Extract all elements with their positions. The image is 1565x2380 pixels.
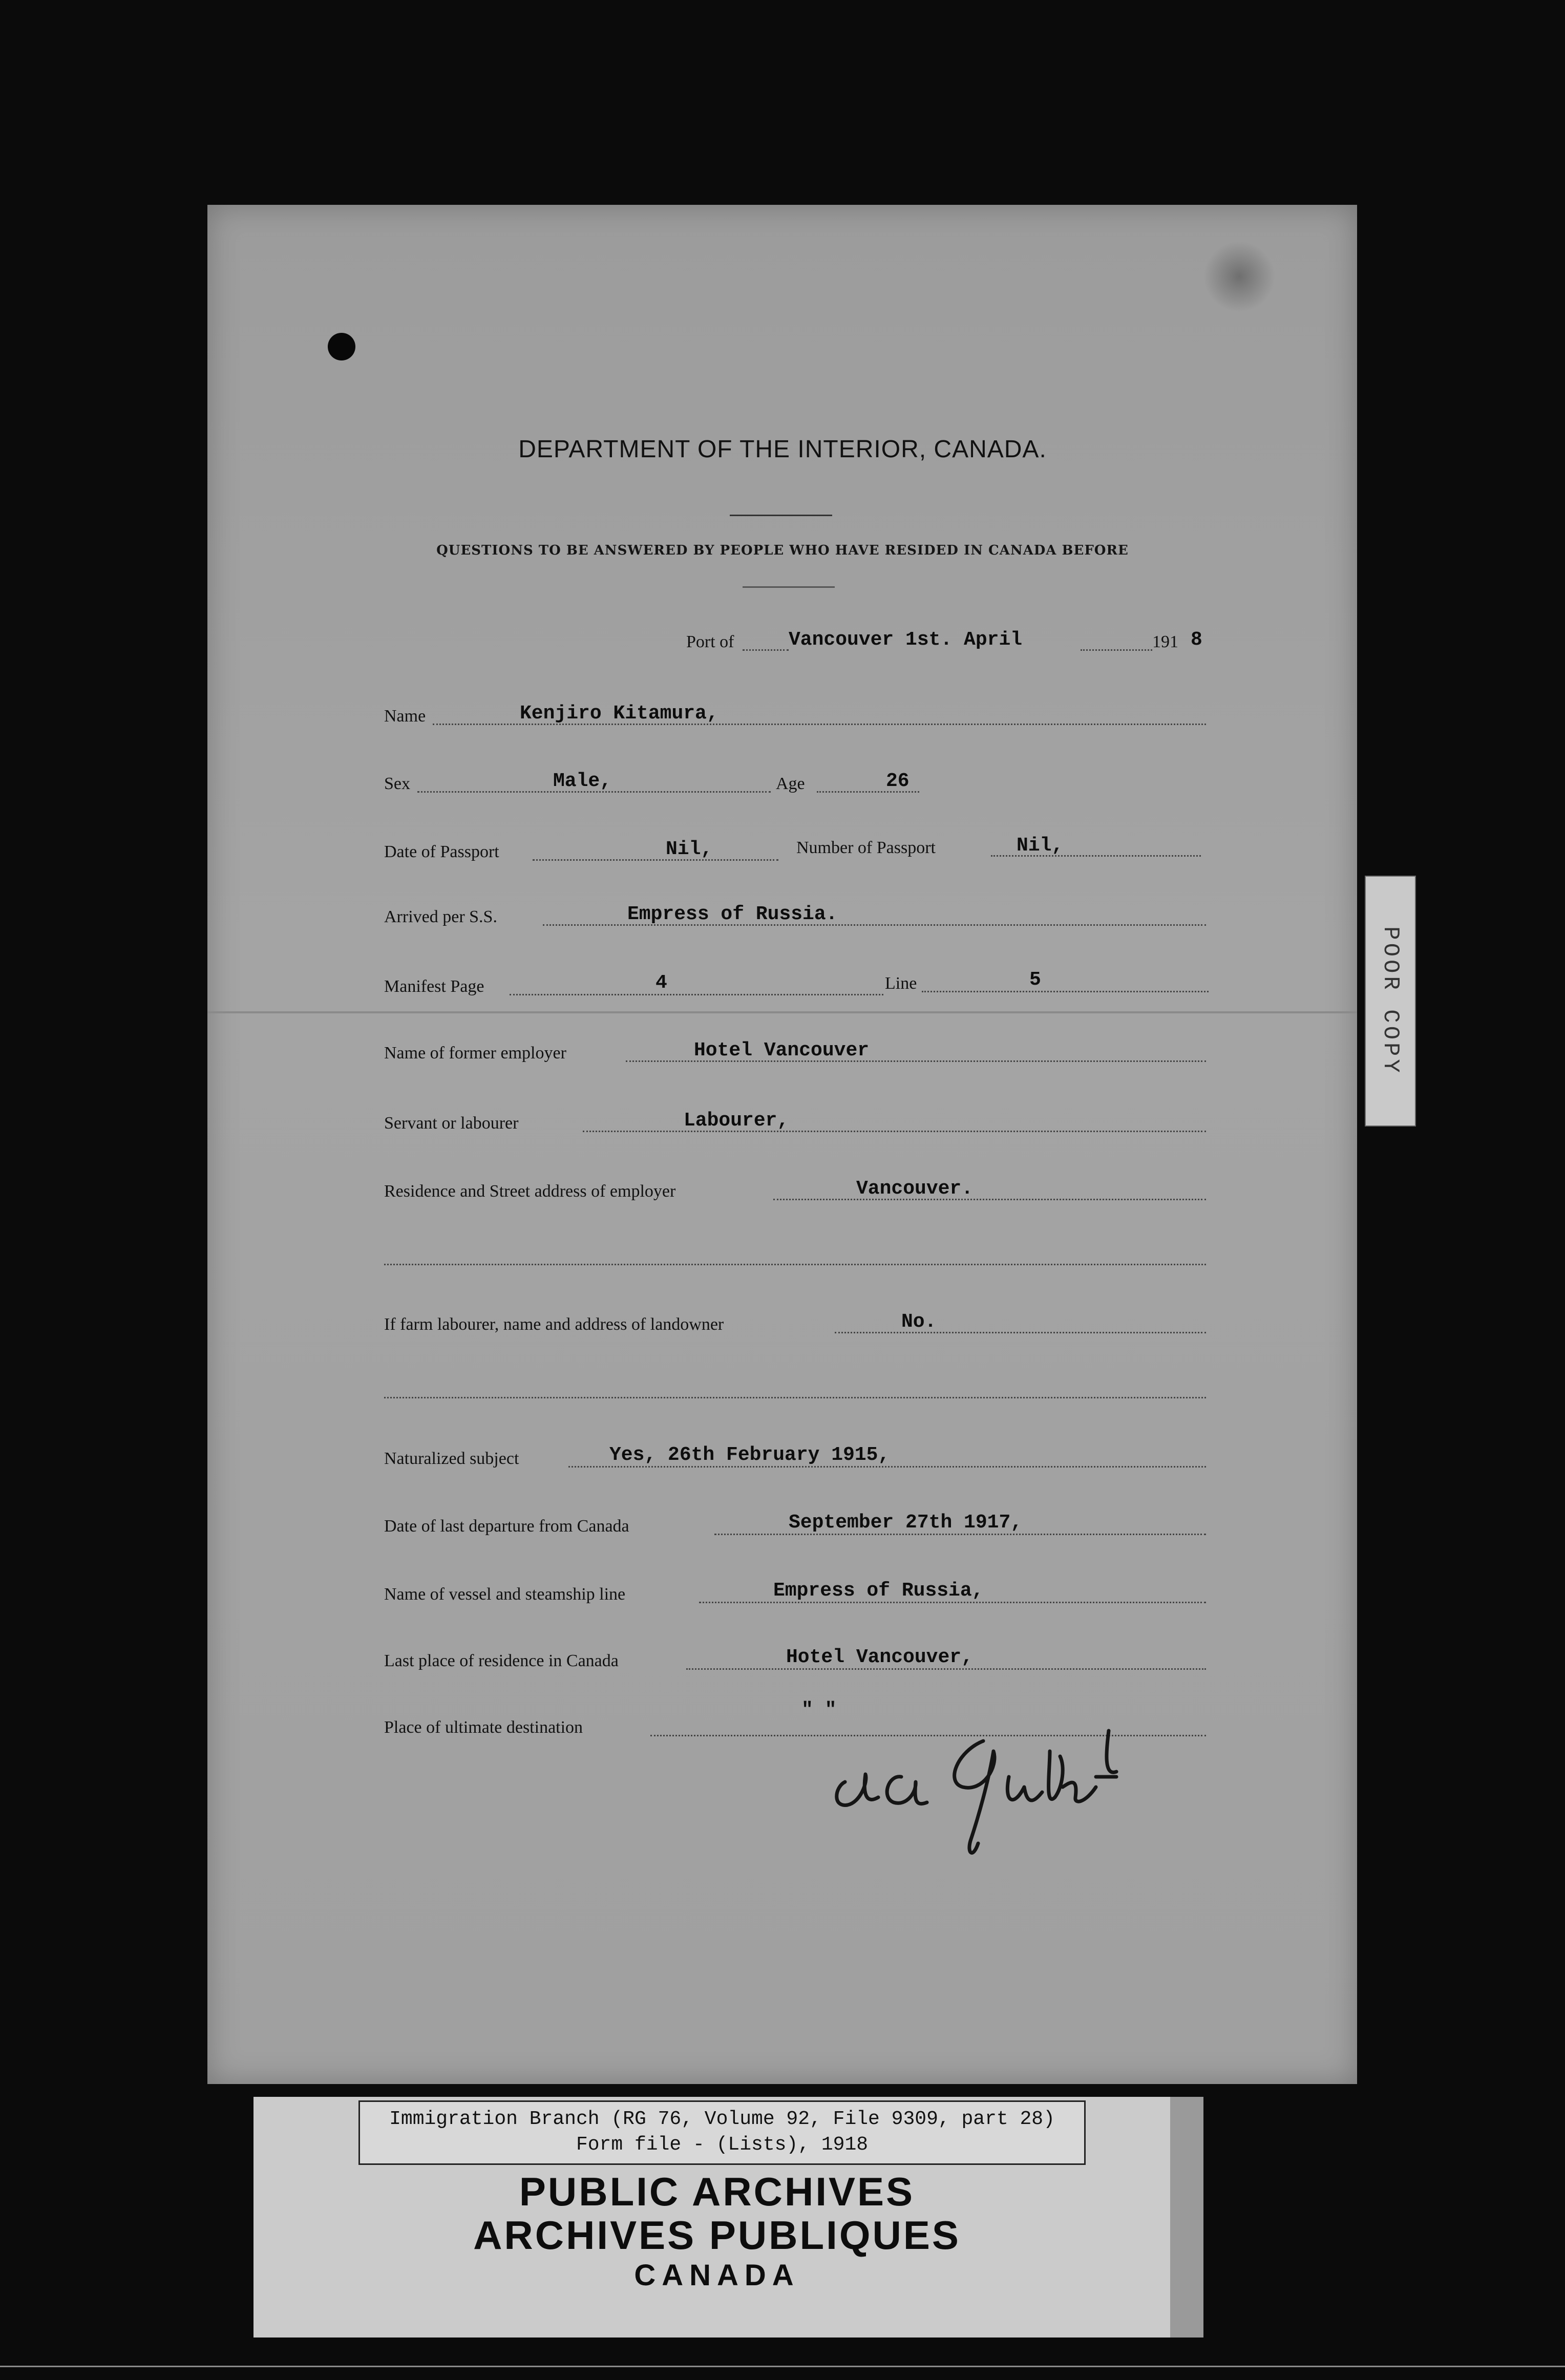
line-value: 5 xyxy=(1029,969,1041,991)
residence-label: Residence and Street address of employer xyxy=(384,1182,676,1201)
punch-hole xyxy=(328,333,355,360)
archive-reference-line2: Form file - (Lists), 1918 xyxy=(576,2134,869,2156)
dotted-line xyxy=(533,859,778,861)
dotted-line xyxy=(835,1332,1206,1333)
vessel-value: Empress of Russia, xyxy=(773,1580,984,1602)
farm-label: If farm labourer, name and address of landowner xyxy=(384,1315,724,1334)
heading-rule xyxy=(730,515,832,516)
handwritten-signature xyxy=(830,1720,1168,1874)
line-label: Line xyxy=(885,974,917,993)
subheading-rule xyxy=(743,586,835,588)
blank-line xyxy=(384,1397,1206,1398)
departure-label: Date of last departure from Canada xyxy=(384,1517,629,1536)
paper-stain xyxy=(1203,241,1275,312)
dotted-line xyxy=(714,1534,1206,1535)
dotted-line xyxy=(922,991,1209,992)
dotted-line xyxy=(743,649,789,651)
stamp-canada: CANADA xyxy=(634,2259,800,2292)
manifest-label: Manifest Page xyxy=(384,977,484,996)
passport-number-label: Number of Passport xyxy=(796,838,936,857)
dotted-line xyxy=(583,1131,1206,1132)
manifest-value: 4 xyxy=(655,972,667,994)
farm-value: No. xyxy=(901,1311,937,1333)
poor-copy-tab xyxy=(1365,876,1416,1127)
year-prefix: 191 xyxy=(1152,632,1178,651)
destination-value: " " xyxy=(801,1699,837,1721)
name-value: Kenjiro Kitamura, xyxy=(520,703,718,725)
arrived-label: Arrived per S.S. xyxy=(384,907,497,926)
questions-subheading: QUESTIONS TO BE ANSWERED BY PEOPLE WHO HAVE RESIDED IN CANADA BEFORE xyxy=(436,543,1129,558)
archive-reference-line1: Immigration Branch (RG 76, Volume 92, File 9309, part 28) xyxy=(389,2108,1055,2130)
vessel-label: Name of vessel and steamship line xyxy=(384,1585,626,1604)
name-label: Name xyxy=(384,707,426,726)
film-edge xyxy=(0,2366,1565,2367)
passport-date-value: Nil, xyxy=(666,838,713,860)
employer-value: Hotel Vancouver xyxy=(694,1039,870,1061)
paper-fold xyxy=(207,1011,1357,1013)
blank-line xyxy=(384,1264,1206,1265)
form-paper xyxy=(207,205,1357,2084)
destination-label: Place of ultimate destination xyxy=(384,1718,583,1737)
residence-value: Vancouver. xyxy=(856,1178,974,1200)
department-heading: DEPARTMENT OF THE INTERIOR, CANADA. xyxy=(518,436,1047,463)
arrived-value: Empress of Russia. xyxy=(627,903,838,925)
port-label: Port of xyxy=(686,632,734,651)
year-digit: 8 xyxy=(1191,629,1202,651)
archive-reference-tag xyxy=(358,2100,1086,2165)
stamp-public-archives: PUBLIC ARCHIVES xyxy=(519,2169,915,2214)
port-value: Vancouver 1st. April xyxy=(789,629,1023,651)
poor-copy-text: POOR COPY xyxy=(1378,926,1403,1076)
dotted-line xyxy=(773,1199,1206,1200)
dotted-line xyxy=(510,994,883,995)
dotted-line xyxy=(699,1602,1206,1603)
age-value: 26 xyxy=(886,770,910,792)
servant-value: Labourer, xyxy=(684,1110,789,1132)
dotted-line xyxy=(568,1466,1206,1468)
departure-value: September 27th 1917, xyxy=(789,1512,1023,1534)
last-residence-label: Last place of residence in Canada xyxy=(384,1651,619,1670)
passport-number-value: Nil, xyxy=(1017,835,1064,857)
servant-label: Servant or labourer xyxy=(384,1114,519,1133)
last-residence-value: Hotel Vancouver, xyxy=(786,1646,973,1668)
sex-label: Sex xyxy=(384,774,410,793)
naturalized-value: Yes, 26th February 1915, xyxy=(609,1444,890,1466)
stamp-archives-publiques: ARCHIVES PUBLIQUES xyxy=(473,2213,961,2258)
sex-value: Male, xyxy=(553,770,612,792)
dotted-line xyxy=(686,1668,1206,1670)
employer-label: Name of former employer xyxy=(384,1044,566,1062)
dotted-line xyxy=(1081,649,1152,651)
naturalized-label: Naturalized subject xyxy=(384,1449,519,1468)
age-label: Age xyxy=(776,774,805,793)
passport-date-label: Date of Passport xyxy=(384,842,499,861)
